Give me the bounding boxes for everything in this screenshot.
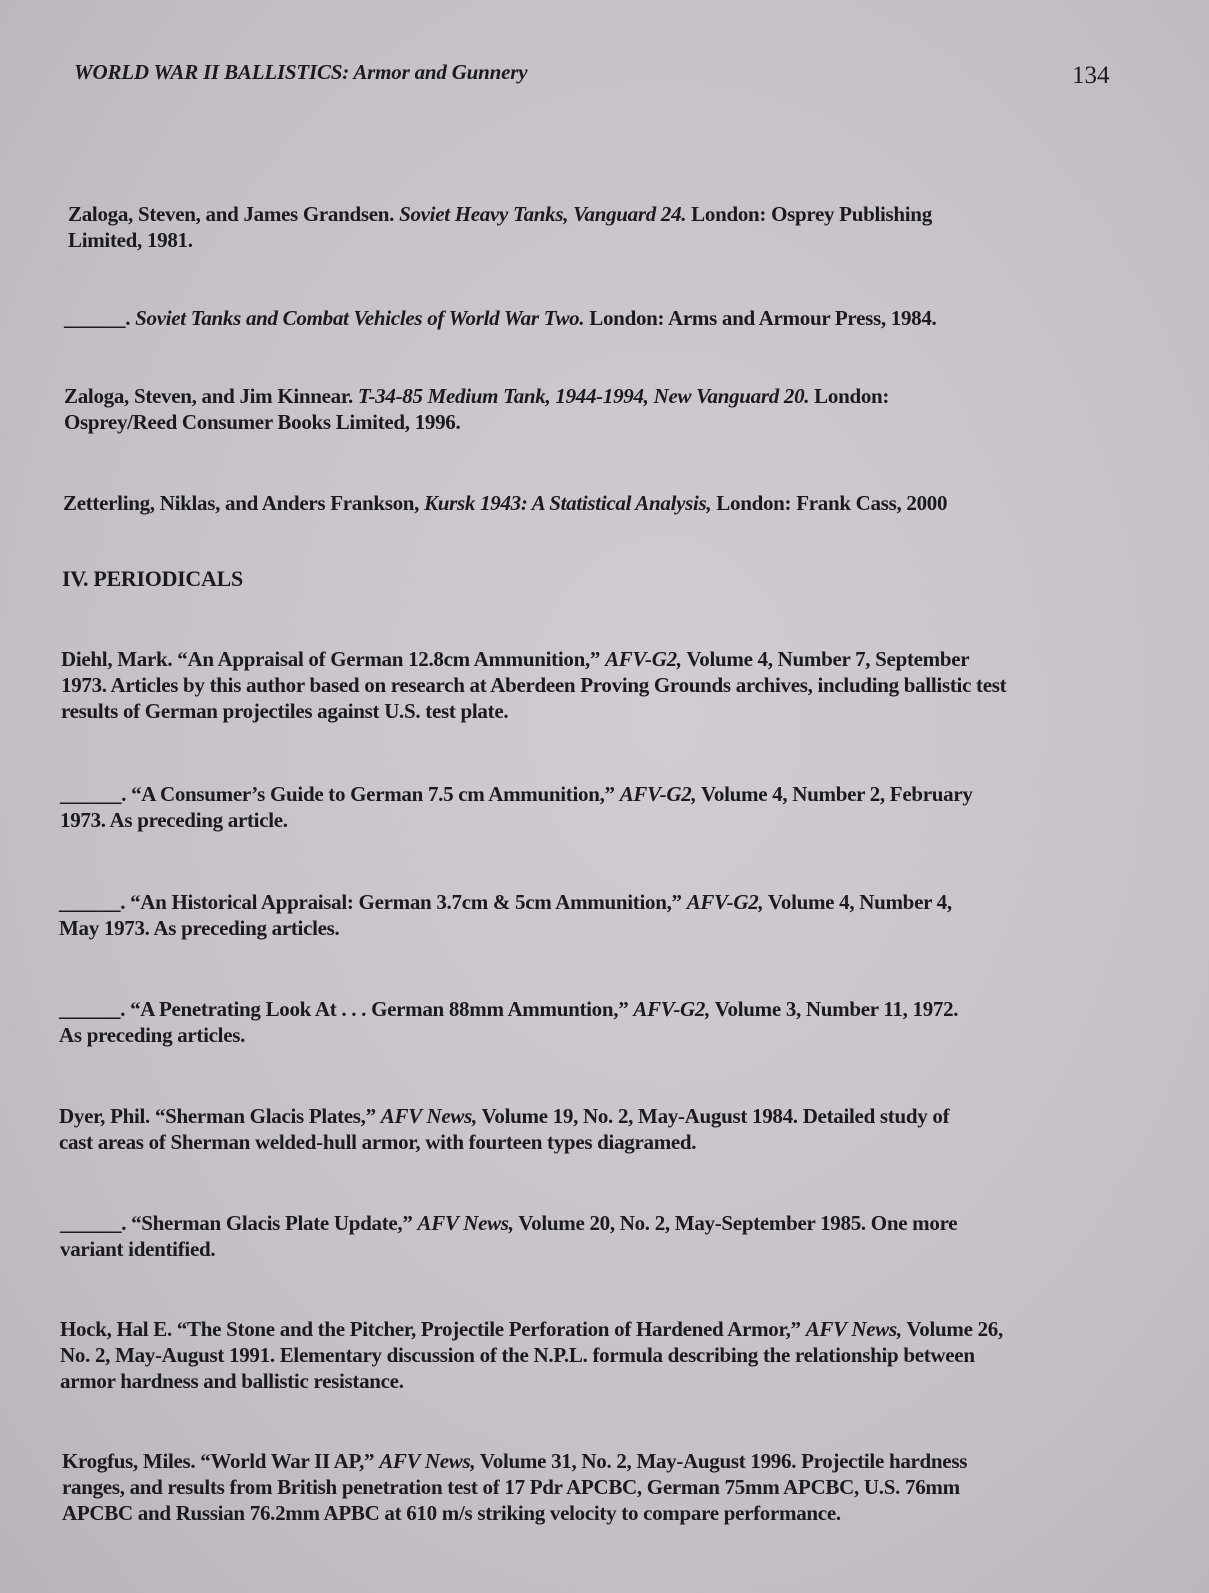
entry-text: results of German projectiles against U.S. test plate. xyxy=(61,699,509,723)
bibliography-entry xyxy=(60,1210,1100,1262)
entry-text: Volume 4, Number 2, February xyxy=(696,782,973,806)
bibliography-entry xyxy=(68,201,1048,253)
bibliography-entry xyxy=(60,781,1100,833)
entry-line xyxy=(62,1474,1102,1500)
publication-title: AFV-G2, xyxy=(605,647,682,671)
entry-text: ______. xyxy=(64,306,136,330)
entry-text: Krogfus, Miles. “World War II AP,” xyxy=(62,1449,380,1473)
entry-text: Volume 3, Number 11, 1972. xyxy=(710,997,959,1021)
publication-title: AFV-G2, xyxy=(633,997,711,1021)
entry-text: Volume 26, xyxy=(901,1317,1003,1341)
entry-text: No. 2, May-August 1991. Elementary discussion of the N.P.L. formula describing the relationship between xyxy=(60,1343,975,1367)
entry-text: Volume 20, No. 2, May-September 1985. One more xyxy=(513,1211,958,1235)
publication-title: AFV News, xyxy=(417,1211,514,1235)
entry-line xyxy=(68,201,1048,227)
entry-text: ______. “A Penetrating Look At . . . German 88mm Ammuntion,” xyxy=(59,997,634,1021)
publication-title: Soviet Heavy Tanks, Vanguard 24. xyxy=(399,202,687,226)
entry-line xyxy=(60,1210,1100,1236)
publication-title: T-34-85 Medium Tank, 1944-1994, New Vanguard 20. xyxy=(357,384,810,408)
publication-title: AFV News, xyxy=(379,1449,476,1473)
entry-text: ______. “Sherman Glacis Plate Update,” xyxy=(60,1211,418,1235)
bibliography-entry xyxy=(60,1316,1120,1394)
entry-line xyxy=(59,915,1079,941)
publication-title: Kursk 1943: A Statistical Analysis, xyxy=(424,491,712,515)
bibliography-entry xyxy=(61,646,1121,724)
entry-line xyxy=(64,383,1034,409)
entry-line xyxy=(64,409,1034,435)
publication-title: AFV-G2, xyxy=(619,782,697,806)
entry-text: ______. “An Historical Appraisal: German 3.7cm & 5cm Ammunition,” xyxy=(59,890,687,914)
entry-text: Dyer, Phil. “Sherman Glacis Plates,” xyxy=(59,1104,381,1128)
entry-line xyxy=(59,1022,1089,1048)
entry-text: cast areas of Sherman welded-hull armor, with fourteen types diagramed. xyxy=(59,1130,697,1154)
entry-text: London: Frank Cass, 2000 xyxy=(711,491,948,515)
entry-text: variant identified. xyxy=(60,1237,216,1261)
entry-line xyxy=(59,889,1079,915)
entry-text: Zetterling, Niklas, and Anders Frankson, xyxy=(63,491,425,515)
entry-text: Hock, Hal E. “The Stone and the Pitcher, Projectile Perforation of Hardened Armor,” xyxy=(60,1317,806,1341)
publication-title: AFV News, xyxy=(380,1104,477,1128)
entry-line xyxy=(59,1103,1089,1129)
entry-line xyxy=(61,646,1121,672)
entry-text: Zaloga, Steven, and James Grandsen. xyxy=(68,202,400,226)
running-head-title: WORLD WAR II BALLISTICS: Armor and Gunnery xyxy=(74,60,528,84)
entry-line xyxy=(60,1236,1100,1262)
entry-line xyxy=(60,1368,1120,1394)
publication-title: Soviet Tanks and Combat Vehicles of World War Two. xyxy=(135,306,585,330)
bibliography-entry xyxy=(64,383,1034,435)
entry-line xyxy=(60,1316,1120,1342)
entry-text: ______. “A Consumer’s Guide to German 7.5 cm Ammunition,” xyxy=(60,782,620,806)
entry-text: Volume 4, Number 7, September xyxy=(681,647,970,671)
entry-text: APCBC and Russian 76.2mm APBC at 610 m/s striking velocity to compare performance. xyxy=(62,1501,841,1525)
entry-text: Volume 31, No. 2, May-August 1996. Projectile hardness xyxy=(475,1449,968,1473)
page-number: 134 xyxy=(1072,62,1110,89)
entry-line xyxy=(68,227,1048,253)
entry-line xyxy=(61,672,1121,698)
bibliography-entry xyxy=(59,996,1089,1048)
entry-text: Volume 4, Number 4, xyxy=(763,890,952,914)
entry-text: ranges, and results from British penetration test of 17 Pdr APCBC, German 75mm APCBC, U.S. 76mm xyxy=(62,1475,960,1499)
entry-text: London: Osprey Publishing xyxy=(686,202,932,226)
entry-line xyxy=(60,1342,1120,1368)
entry-text: Osprey/Reed Consumer Books Limited, 1996. xyxy=(64,410,461,434)
entry-text: armor hardness and ballistic resistance. xyxy=(60,1369,404,1393)
publication-title: AFV News, xyxy=(805,1317,902,1341)
entry-line xyxy=(63,490,1053,516)
entry-text: Volume 19, No. 2, May-August 1984. Detailed study of xyxy=(476,1104,950,1128)
entry-line xyxy=(60,781,1100,807)
entry-text: Zaloga, Steven, and Jim Kinnear. xyxy=(64,384,358,408)
bibliography-entry xyxy=(62,1448,1102,1526)
section-heading: IV. PERIODICALS xyxy=(62,566,243,591)
bibliography-entry xyxy=(64,305,1074,331)
entry-text: 1973. As preceding article. xyxy=(60,808,288,832)
entry-line xyxy=(64,305,1074,331)
bibliography-entry xyxy=(63,490,1053,516)
publication-title: AFV-G2, xyxy=(686,890,764,914)
entry-line xyxy=(59,1129,1089,1155)
bibliography-entry xyxy=(59,1103,1089,1155)
entry-text: As preceding articles. xyxy=(59,1023,246,1047)
entry-text: Diehl, Mark. “An Appraisal of German 12.8cm Ammunition,” xyxy=(61,647,606,671)
entry-text: Limited, 1981. xyxy=(68,228,193,252)
entry-line xyxy=(62,1448,1102,1474)
entry-text: London: xyxy=(809,384,890,408)
entry-text: London: Arms and Armour Press, 1984. xyxy=(584,306,937,330)
entry-line xyxy=(62,1500,1102,1526)
entry-text: 1973. Articles by this author based on research at Aberdeen Proving Grounds archives, including ballistic test xyxy=(61,673,1007,697)
entry-line xyxy=(59,996,1089,1022)
entry-line xyxy=(61,698,1121,724)
entry-text: May 1973. As preceding articles. xyxy=(59,916,340,940)
bibliography-entry xyxy=(59,889,1079,941)
entry-line xyxy=(60,807,1100,833)
